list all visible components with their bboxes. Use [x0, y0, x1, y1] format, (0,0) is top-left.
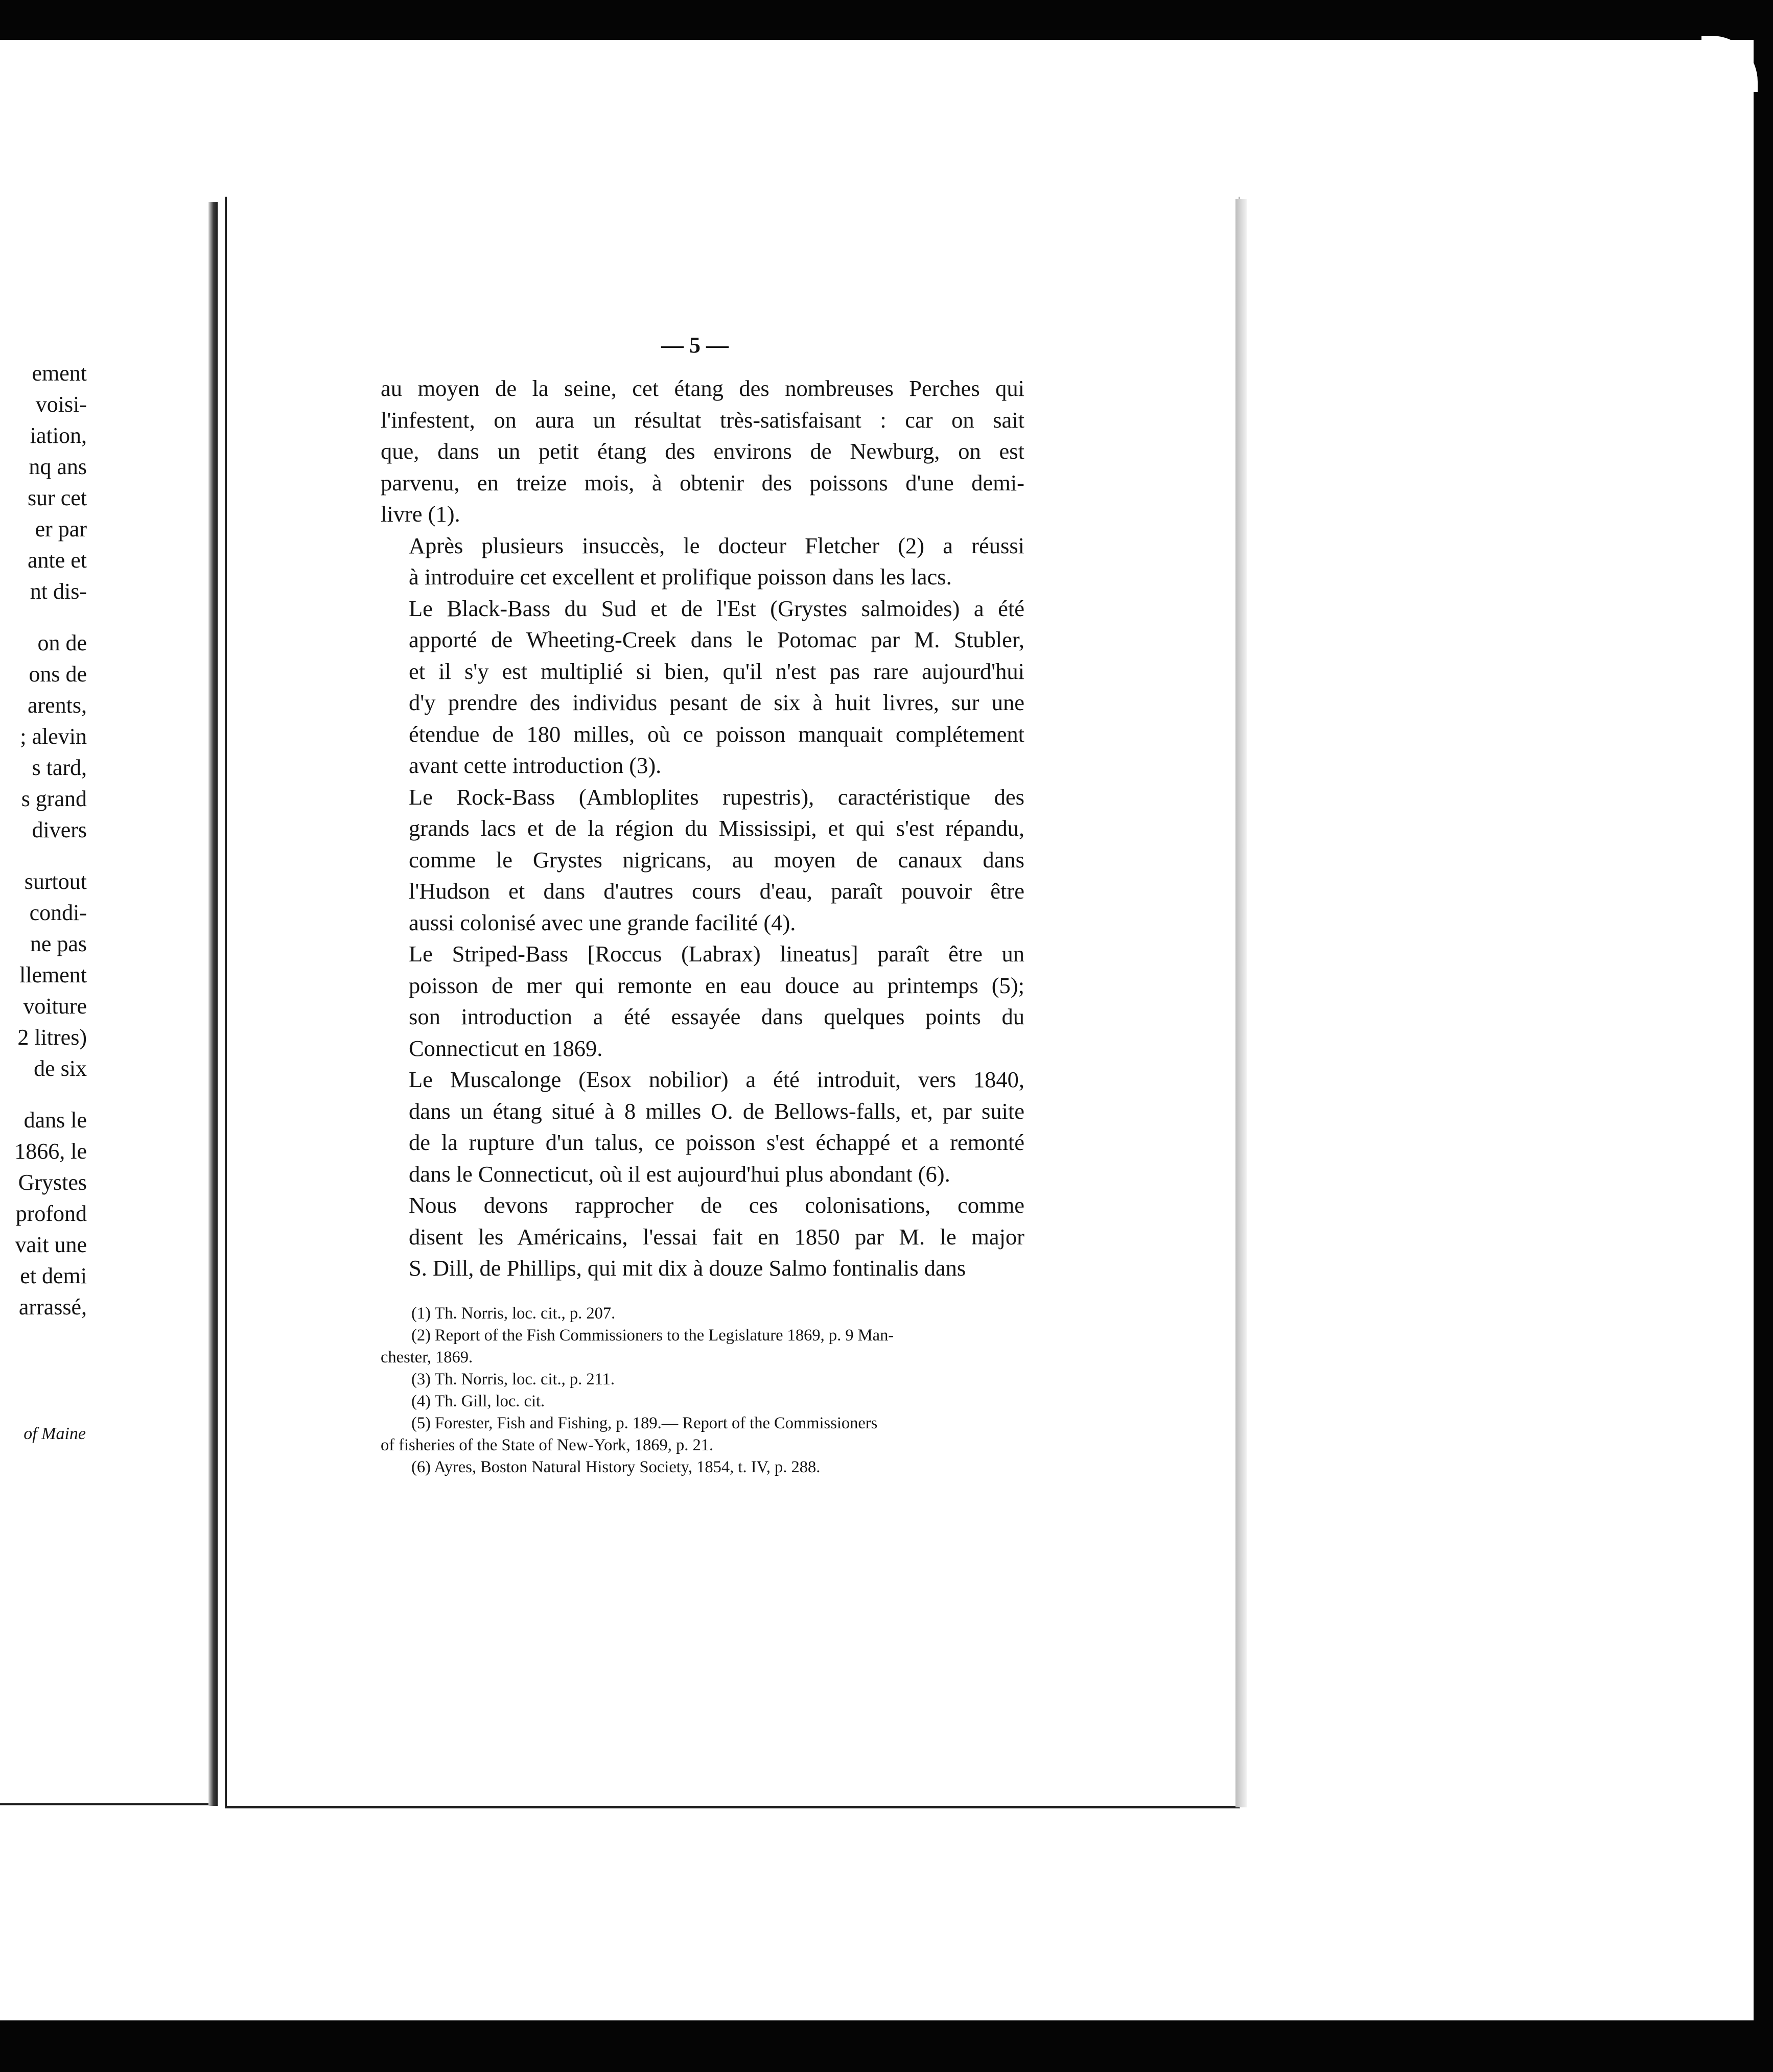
- scan-frame-corner: [1701, 36, 1758, 92]
- paragraph: [381, 938, 1024, 1064]
- text-line: son introduction a été essayée dans quelques points du: [409, 1004, 1024, 1029]
- text-line: comme le Grystes nigricans, au moyen de canaux dans: [409, 846, 1024, 873]
- text-line: de la rupture d'un talus, ce poisson s'est échappé et a remonté: [409, 1129, 1024, 1155]
- paragraph: [381, 1190, 1024, 1284]
- page-edge-shadow: [1235, 199, 1247, 1807]
- paragraph: [381, 593, 1024, 782]
- left-fragment-line: profond: [15, 1201, 87, 1226]
- left-fragment-line: ement: [32, 361, 87, 386]
- text-line: Nous devons rapprocher de ces colonisations, comme: [409, 1192, 1024, 1218]
- text-line: Le Muscalonge (Esox nobilior) a été introduit, vers 1840,: [409, 1067, 1024, 1092]
- left-fragment-line: ; alevin: [20, 724, 87, 749]
- left-fragment-line: nq ans: [29, 454, 87, 479]
- left-fragment-line: ne pas: [30, 931, 87, 956]
- left-fragment-line: voisi-: [35, 392, 87, 417]
- text-line: Connecticut en 1869.: [409, 1035, 603, 1061]
- left-fragment-line: divers: [32, 817, 87, 842]
- text-line: livre (1).: [381, 501, 460, 527]
- page-body: [381, 373, 1024, 1284]
- left-fragment-line: 1866, le: [14, 1139, 87, 1164]
- footnote-line: (4) Th. Gill, loc. cit.: [411, 1392, 545, 1410]
- footnote-line: (3) Th. Norris, loc. cit., p. 211.: [411, 1370, 615, 1388]
- text-line: l'Hudson et dans d'autres cours d'eau, paraît pouvoir être: [409, 878, 1024, 904]
- left-fragment-line: condi-: [29, 900, 87, 925]
- paragraph-gap: [0, 845, 87, 866]
- left-page-text-fragments: [0, 358, 87, 1323]
- left-fragment-line: vait une: [15, 1232, 87, 1257]
- text-line: parvenu, en treize mois, à obtenir des poissons d'une demi-: [381, 469, 1024, 496]
- left-fragment-line: Grystes: [18, 1170, 87, 1195]
- text-line: et il s'y est multiplié si bien, qu'il n'est pas rare aujourd'hui: [409, 658, 1024, 684]
- left-fragment-line: surtout: [24, 869, 87, 894]
- scan-frame-top: [0, 0, 1773, 40]
- left-fragment-line: et demi: [20, 1263, 87, 1288]
- paragraph: [381, 373, 1024, 530]
- left-fragment-line: dans le: [24, 1108, 87, 1133]
- text-line: S. Dill, de Phillips, qui mit dix à douze Salmo fontinalis dans: [409, 1255, 966, 1281]
- footnote-line: (1) Th. Norris, loc. cit., p. 207.: [411, 1304, 616, 1323]
- footnotes: [381, 1303, 1037, 1478]
- left-fragment-line: llement: [19, 962, 87, 987]
- left-fragment-line: sur cet: [27, 485, 87, 510]
- left-fragment-line: de six: [34, 1056, 87, 1081]
- text-line: Le Rock-Bass (Ambloplites rupestris), caractéristique des: [409, 784, 1024, 810]
- left-fragment-line: on de: [37, 630, 87, 655]
- text-line: d'y prendre des individus pesant de six à huit livres, sur une: [409, 690, 1024, 715]
- text-line: Le Striped-Bass [Roccus (Labrax) lineatus] paraît être un: [409, 941, 1024, 967]
- text-line: disent les Américains, l'essai fait en 1850 par M. le major: [409, 1223, 1024, 1250]
- text-line: aussi colonisé avec une grande facilité (4).: [409, 909, 796, 935]
- paragraph-gap: [0, 607, 87, 627]
- text-line: Après plusieurs insuccès, le docteur Fletcher (2) a réussi: [409, 532, 1024, 558]
- left-fragment-line: s grand: [21, 786, 87, 811]
- left-page-footnote-fragment: of Maine: [24, 1424, 86, 1443]
- left-fragment-line: arents,: [27, 693, 87, 718]
- text-line: dans le Connecticut, où il est aujourd'hui plus abondant (6).: [409, 1161, 950, 1187]
- text-line: grands lacs et de la région du Mississipi, et qui s'est répandu,: [409, 815, 1024, 841]
- page-number: — 5 —: [661, 333, 729, 358]
- paragraph: [381, 782, 1024, 939]
- scan-frame-bottom: [0, 2020, 1773, 2072]
- footnote-line: (6) Ayres, Boston Natural History Society, 1854, t. IV, p. 288.: [411, 1458, 821, 1476]
- text-line: Le Black-Bass du Sud et de l'Est (Grystes salmoides) a été: [409, 595, 1024, 621]
- left-fragment-line: ante et: [27, 548, 87, 573]
- left-fragment-line: 2 litres): [17, 1025, 87, 1050]
- text-line: à introduire cet excellent et prolifique poisson dans les lacs.: [409, 564, 952, 590]
- left-fragment-line: nt dis-: [30, 579, 87, 604]
- paragraph: [381, 530, 1024, 593]
- text-line: au moyen de la seine, cet étang des nombreuses Perches qui: [381, 375, 1024, 401]
- text-line: que, dans un petit étang des environs de Newburg, on est: [381, 438, 1024, 464]
- text-line: apporté de Wheeting-Creek dans le Potomac par M. Stubler,: [409, 627, 1024, 652]
- text-line: dans un étang situé à 8 milles O. de Bellows-falls, et, par suite: [409, 1098, 1024, 1124]
- left-fragment-line: voiture: [23, 994, 87, 1019]
- left-fragment-line: s tard,: [32, 755, 87, 780]
- left-fragment-line: arrassé,: [18, 1294, 87, 1320]
- text-line: avant cette introduction (3).: [409, 752, 662, 778]
- text-line: poisson de mer qui remonte en eau douce au printemps (5);: [409, 972, 1024, 998]
- scan-frame-right: [1754, 0, 1773, 2072]
- footnote-line: (5) Forester, Fish and Fishing, p. 189.— Report of the Commissioners: [411, 1414, 878, 1432]
- text-line: étendue de 180 milles, où ce poisson manquait complétement: [409, 721, 1024, 747]
- left-fragment-line: ons de: [29, 662, 87, 687]
- text-line: l'infestent, on aura un résultat très-satisfaisant : car on sait: [381, 407, 1024, 433]
- footnote-line: chester, 1869.: [381, 1348, 473, 1367]
- left-fragment-line: iation,: [30, 423, 87, 448]
- footnote-line: (2) Report of the Fish Commissioners to the Legislature 1869, p. 9 Man-: [411, 1326, 894, 1345]
- book-gutter: [208, 202, 218, 1806]
- paragraph: [381, 1064, 1024, 1190]
- footnote-line: of fisheries of the State of New-York, 1869, p. 21.: [381, 1436, 714, 1454]
- left-fragment-line: er par: [35, 516, 87, 541]
- paragraph-gap: [0, 1084, 87, 1104]
